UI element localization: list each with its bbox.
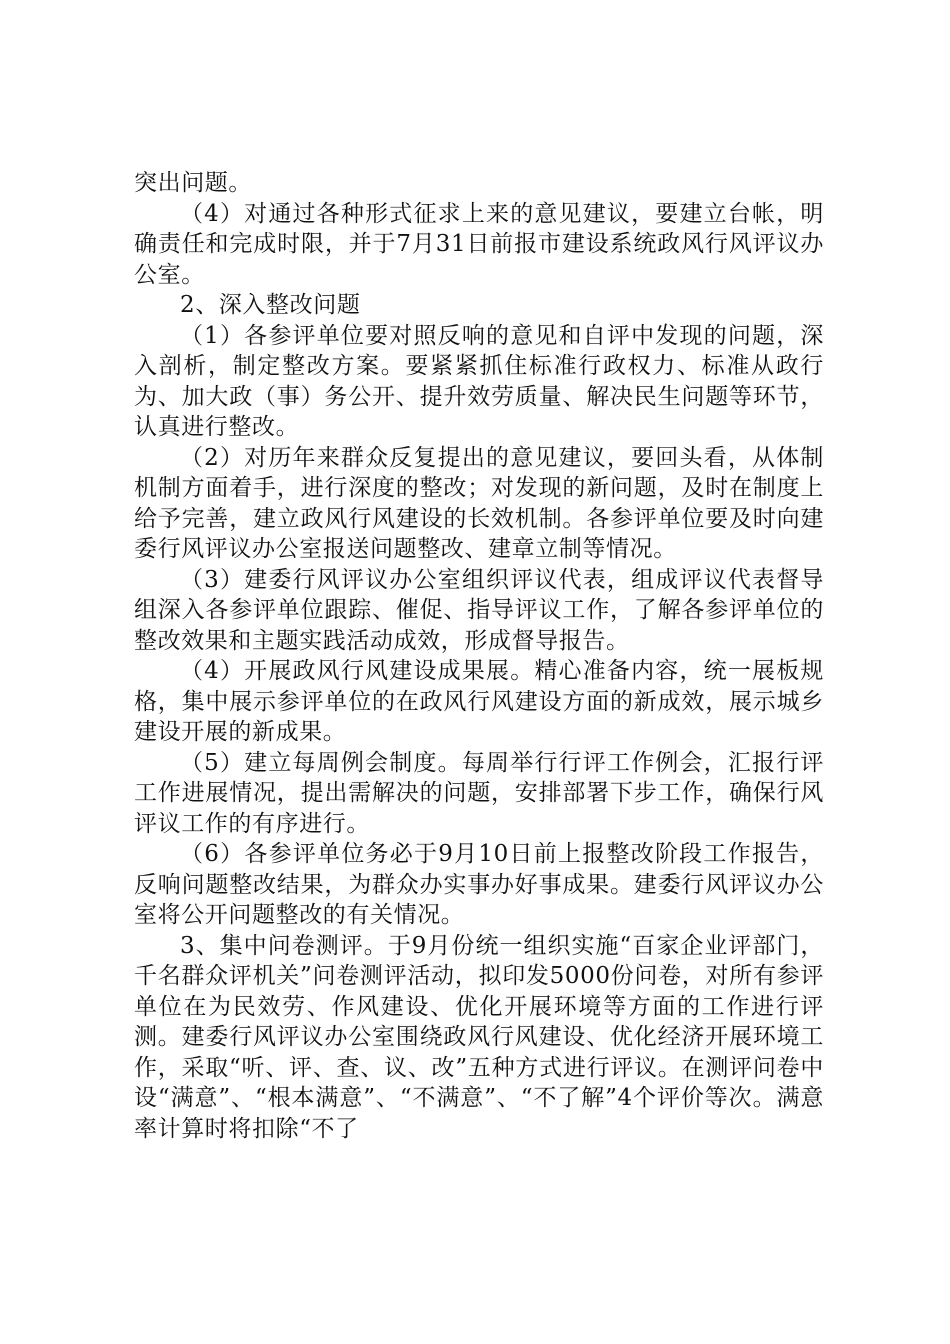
paragraph-6: （3）建委行风评议办公室组织评议代表，组成评议代表督导组深入各参评单位跟踪、催促、指导评议工作，了解各参评单位的整改效果和主题实践活动成效，形成督导报告。	[134, 566, 824, 654]
paragraph-10: 3、集中问卷测评。于9月份统一组织实施“百家企业评部门，千名群众评机关”问卷测评活动，拟印发5000份问卷，对所有参评单位在为民效劳、作风建设、优化开展环境等方面的工作进行评测。建委行风评议办公室围绕政风行风建设、优化经济开展环境工作，采取“听、评、查、议、改”五种方式进行评议。在测评问卷中设“满意”、“根本满意”、“不满意”、“不了解”4个评价等次。满意率计算时将扣除“不了	[134, 932, 824, 1142]
paragraph-2: （4）对通过各种形式征求上来的意见建议，要建立台帐，明确责任和完成时限，并于7月31日前报市建设系统政风行风评议办公室。	[134, 200, 824, 288]
paragraph-8: （5）建立每周例会制度。每周举行行评工作例会，汇报行评工作进展情况，提出需解决的问题，安排部署下步工作，确保行风评议工作的有序进行。	[134, 749, 824, 837]
paragraph-1: 突出问题。	[134, 170, 252, 196]
paragraph-9: （6）各参评单位务必于9月10日前上报整改阶段工作报告，反响问题整改结果，为群众办实事办好事成果。建委行风评议办公室将公开问题整改的有关情况。	[134, 841, 824, 928]
paragraph-5: （2）对历年来群众反复提出的意见建议，要回头看，从体制机制方面着手，进行深度的整改；对发现的新问题，及时在制度上给予完善，建立政风行风建设的长效机制。各参评单位要及时向建委行风评议办公室报送问题整改、建章立制等情况。	[134, 444, 824, 562]
section-heading-2: 2、深入整改问题	[180, 292, 361, 318]
paragraph-7: （4）开展政风行风建设成果展。精心准备内容，统一展板规格，集中展示参评单位的在政风行风建设方面的新成效，展示城乡建设开展的新成果。	[134, 658, 824, 745]
paragraph-4: （1）各参评单位要对照反响的意见和自评中发现的问题，深入剖析，制定整改方案。要紧紧抓住标准行政权力、标准从政行为、加大政（事）务公开、提升效劳质量、解决民生问题等环节，认真进行整改。	[134, 322, 824, 440]
document-body	[134, 168, 824, 1144]
